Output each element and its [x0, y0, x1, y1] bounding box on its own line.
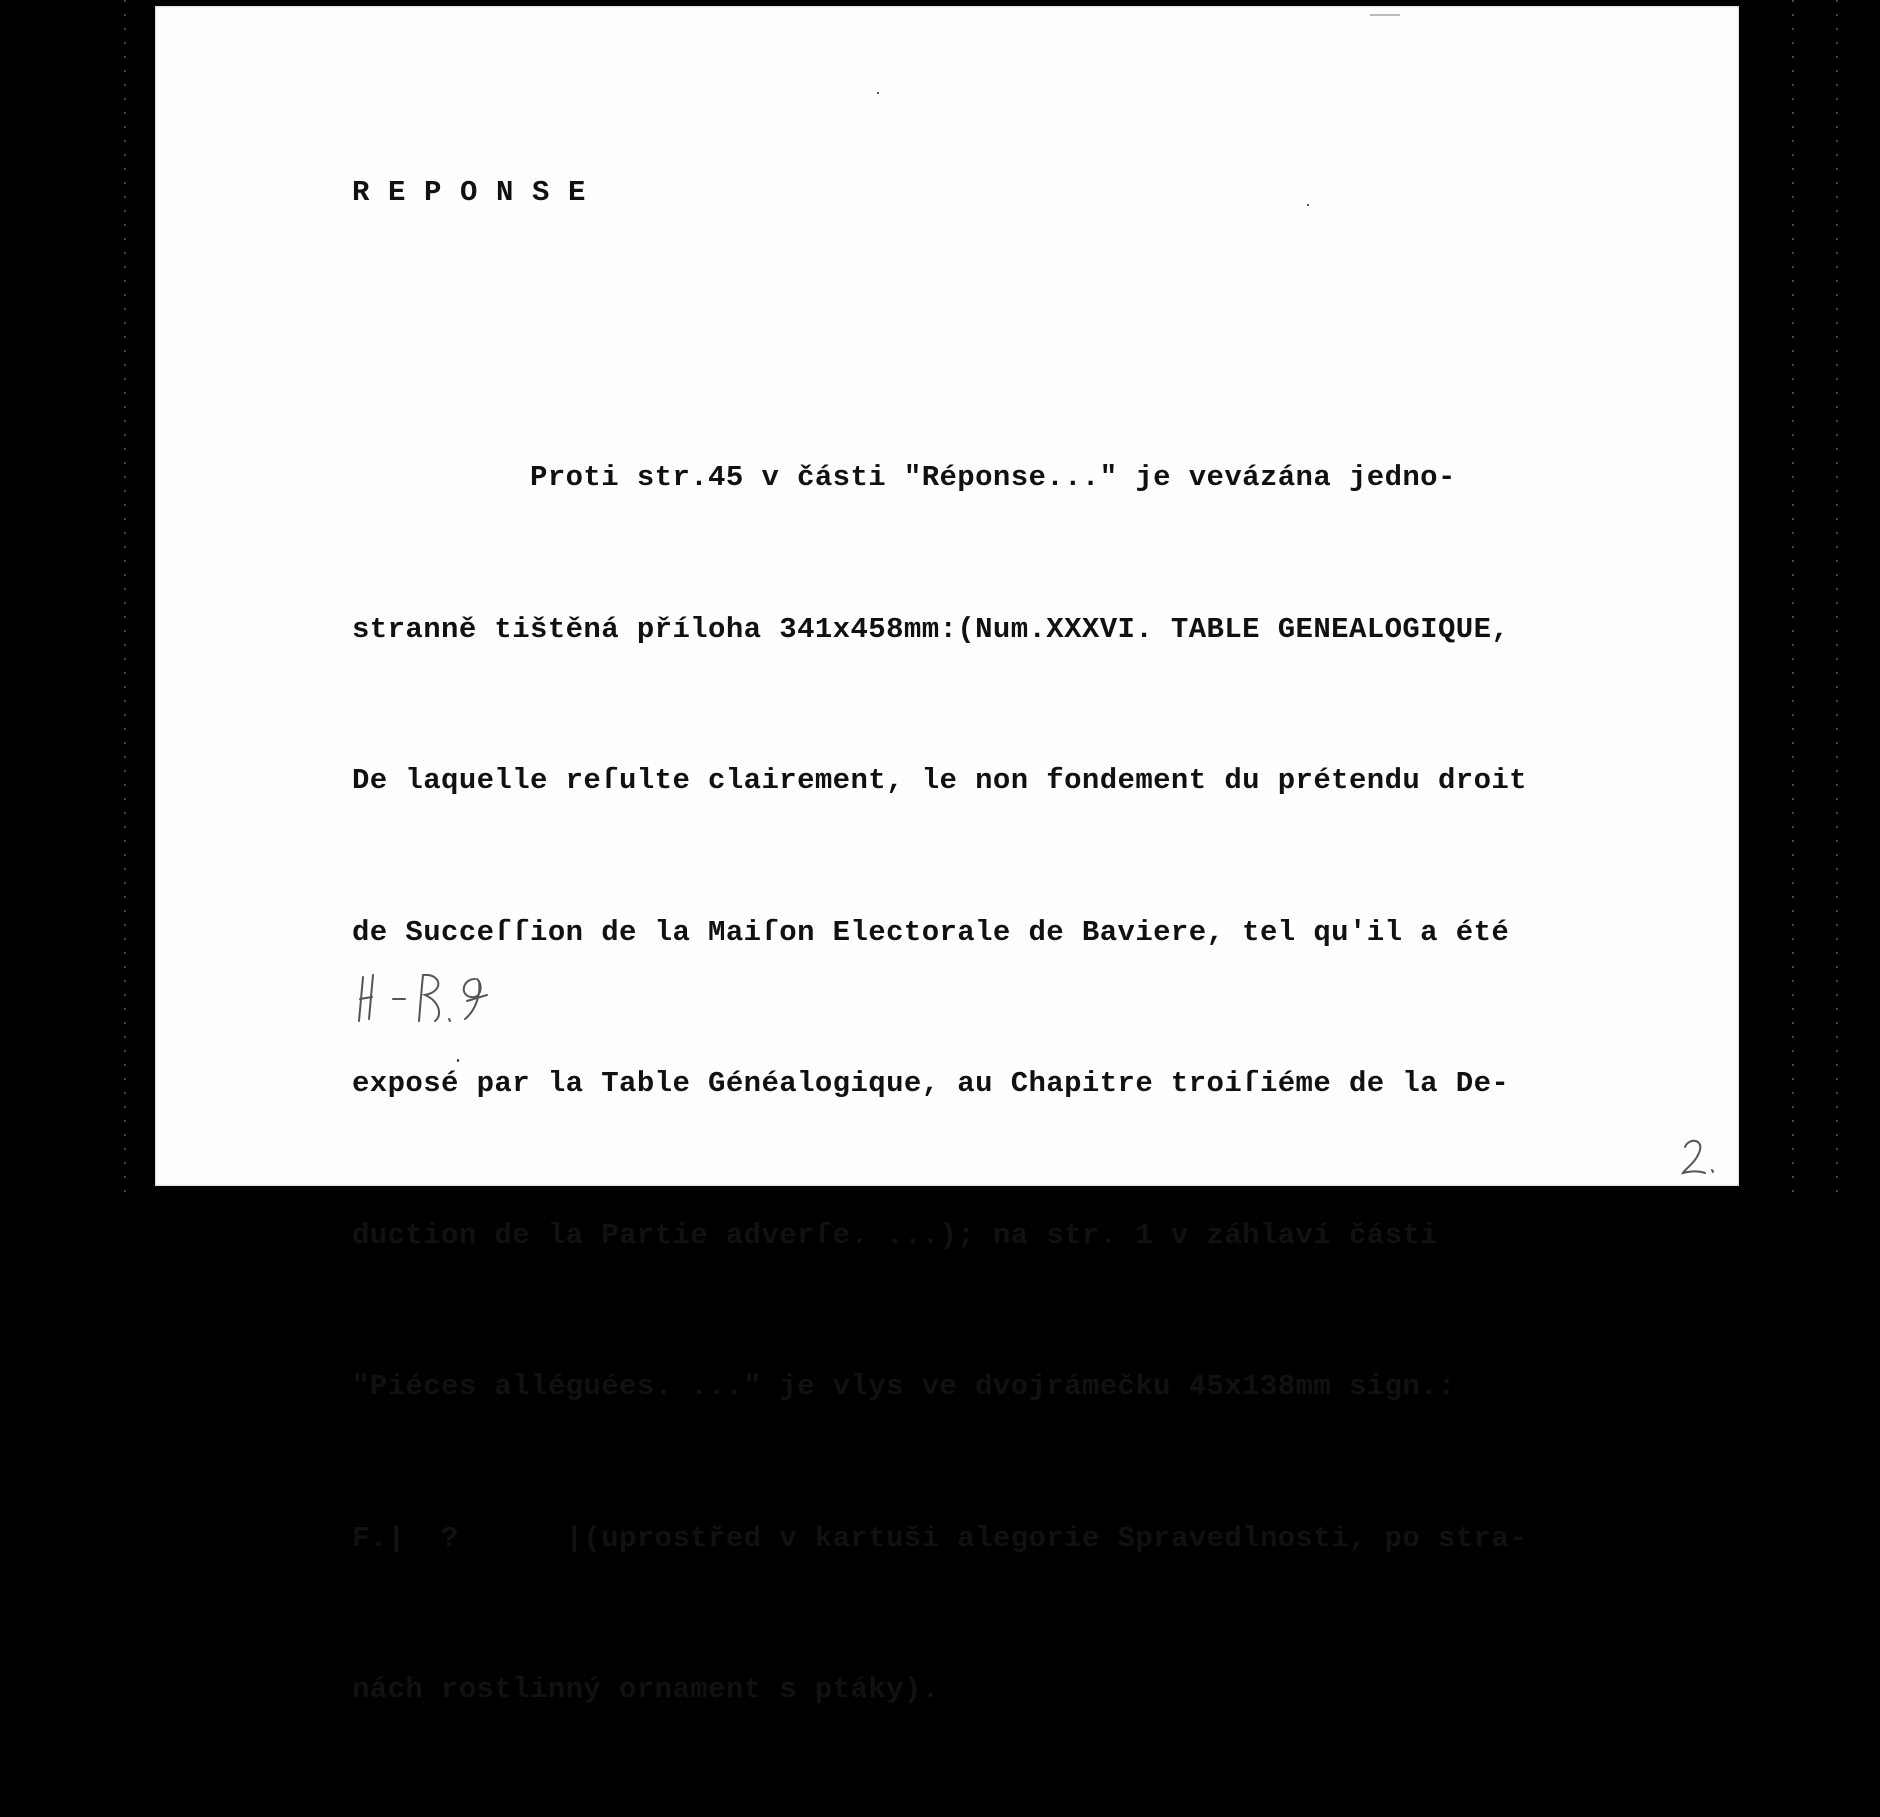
text-line-4: de Succeſſion de la Maiſon Electorale de Baviere, tel qu'il a été: [352, 915, 1510, 949]
text-line-7: "Piéces alléguées. ..." je vlys ve dvojrámečku 45x138mm sign.:: [352, 1370, 1456, 1403]
left-edge-noise: [124, 0, 126, 1192]
text-line-5: exposé par la Table Généalogique, au Chapitre troiſiéme de la De-: [352, 1067, 1510, 1100]
speck: [1307, 204, 1309, 206]
speck: [877, 92, 879, 94]
text-line-9: nách rostlinný ornament s ptáky).: [352, 1673, 940, 1706]
text-line-6: duction de la Partie adverſe. ...); na str. 1 v záhlaví části: [352, 1218, 1438, 1252]
right-edge-noise: [1792, 0, 1794, 1192]
page-number-pencil-mark: [1677, 1135, 1717, 1177]
text-line-8: F.| ? |(uprostřed v kartuši alegorie Spravedlnosti, po stra-: [352, 1521, 1527, 1555]
catalog-description: [352, 352, 1527, 1817]
text-line-1: Proti str.45 v části "Réponse..." je vevázána jedno-: [352, 461, 1456, 494]
text-line-2: stranně tištěná příloha 341x458mm:(Num.XXXVI. TABLE GENEALOGIQUE,: [352, 612, 1510, 646]
document-heading: R E P O N S E: [352, 176, 587, 209]
text-line-3: De laquelle reſulte clairement, le non fondement du prétendu droit: [352, 764, 1527, 797]
right-edge-noise-2: [1836, 0, 1838, 1192]
handwritten-shelfmark: [355, 965, 525, 1025]
speck: [1370, 14, 1400, 16]
